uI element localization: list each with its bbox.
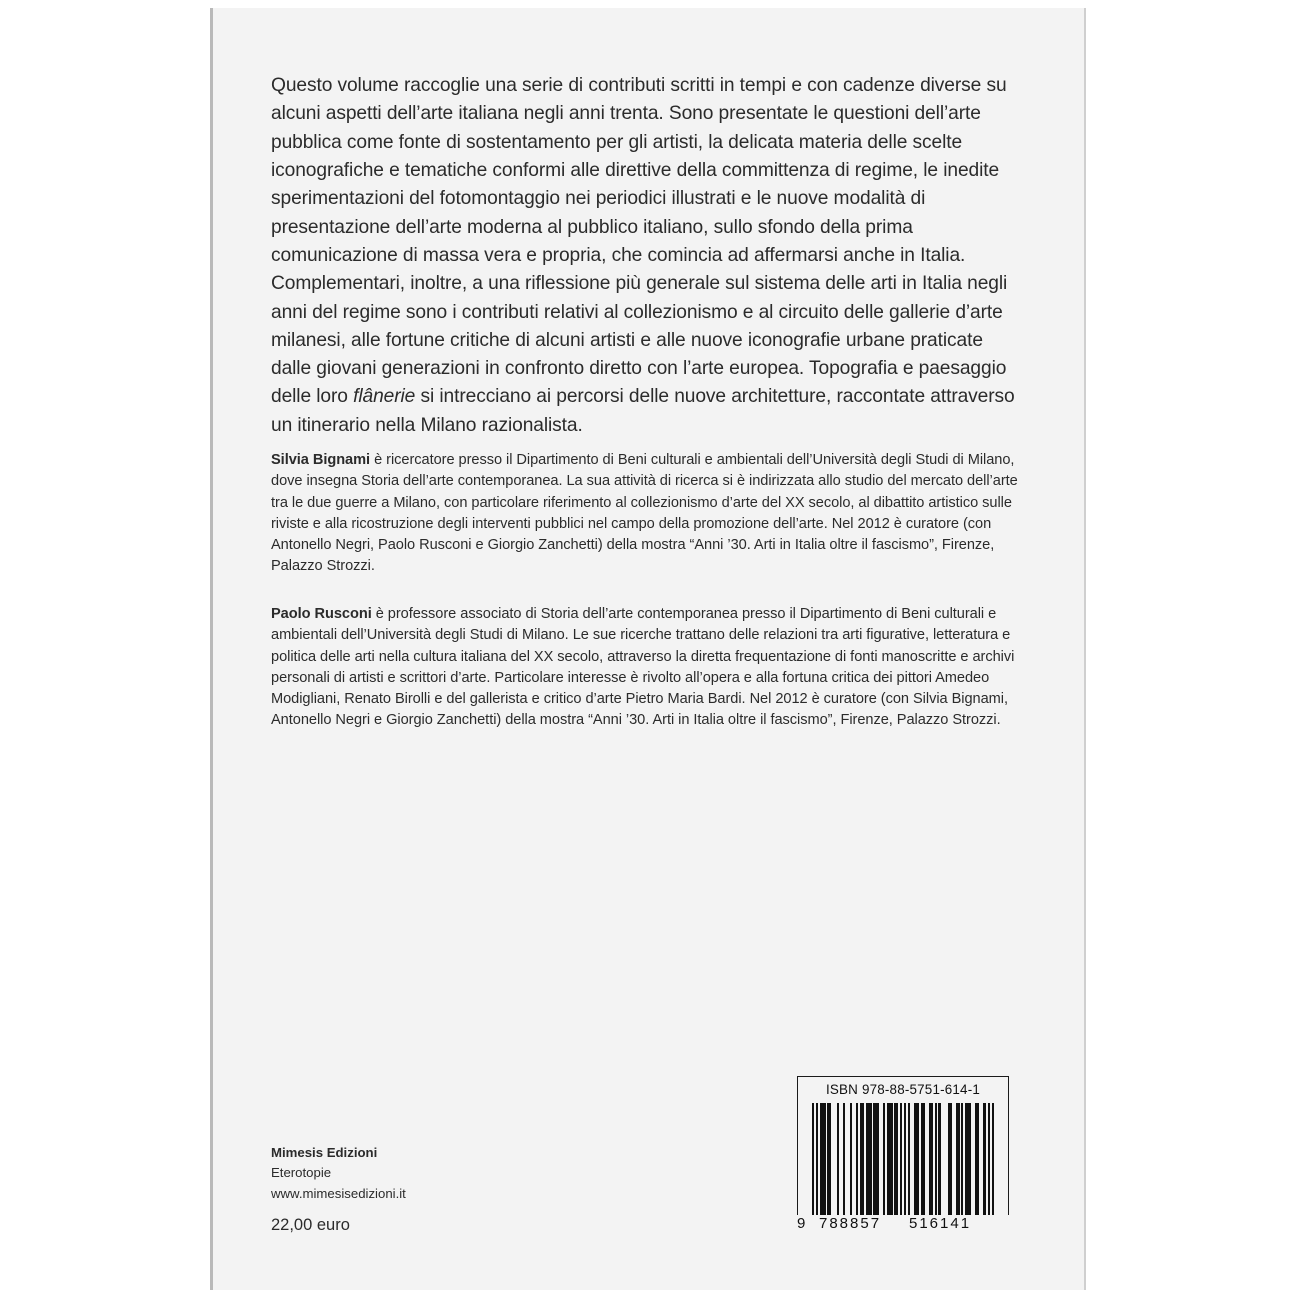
price-label: 22,00 euro (271, 1216, 350, 1234)
publisher-series: Eterotopie (271, 1165, 332, 1181)
cover-surface (213, 8, 1084, 1290)
isbn-text: ISBN 978-88-5751-614-1 (797, 1076, 1009, 1103)
barcode-digit-group-1: 788857 (819, 1215, 882, 1232)
blurb-paragraph (271, 72, 1019, 440)
publisher-website: www.mimesisedizioni.it (271, 1185, 406, 1201)
blurb-text-end: si intrecciano ai percorsi delle nuove architetture, raccontate attraverso un itinerario nella Milano razionalista. (271, 386, 1015, 436)
author-name-rusconi: Paolo Rusconi (271, 606, 372, 622)
author-bio-bignami (271, 450, 1019, 578)
publisher-name: Mimesis Edizioni (271, 1145, 378, 1160)
author-bio-rusconi (271, 604, 1019, 732)
author-bio-text-bignami: è ricercatore presso il Dipartimento di Beni culturali e ambientali dell’Università degli Studi di Milano, dove insegna Storia dell’arte contemporanea. La sua attività di ricerca si è indirizzata allo studio del mercato dell’arte tra le due guerre a Milano, con particolare riferimento al collezionismo d’arte del XX secolo, al dibattito artistico sulle riviste e alla ricostruzione degli interventi pubblici nel campo della promozione dell’arte. Nel 2012 è curatore (con Antonello Negri, Paolo Rusconi e Giorgio Zanchetti) della mostra “Anni ’30. Arti in Italia oltre il fascismo”, Firenze, Palazzo Strozzi. (271, 452, 1018, 575)
author-name-bignami: Silvia Bignami (271, 452, 371, 468)
book-back-cover (210, 8, 1086, 1290)
barcode-digit-group-2: 516141 (909, 1215, 972, 1232)
barcode-digit-lead: 9 (797, 1215, 808, 1232)
isbn-barcode-block (797, 1076, 1009, 1235)
publisher-block (271, 1143, 406, 1204)
barcode-bars (812, 1103, 1000, 1215)
barcode-digits (797, 1215, 1009, 1235)
author-bio-text-rusconi: è professore associato di Storia dell’arte contemporanea presso il Dipartimento di Beni culturali e ambientali dell’Università degli Studi di Milano. Le sue ricerche trattano delle relazioni tra arti figurative, letteratura e politica delle arti nella cultura italiana del XX secolo, attraverso la diretta frequentazione di fonti manoscritte e archivi personali di artisti e scrittori d’arte. Particolare interesse è rivolto all’opera e alla fortuna critica dei pittori Amedeo Modigliani, Renato Birolli e del gallerista e critico d’arte Pietro Maria Bardi. Nel 2012 è curatore (con Silvia Bignami, Antonello Negri e Giorgio Zanchetti) della mostra “Anni ’30. Arti in Italia oltre il fascismo”, Firenze, Palazzo Strozzi. (271, 606, 1015, 729)
barcode-icon (797, 1103, 1009, 1215)
blurb-text-start: Questo volume raccoglie una serie di contributi scritti in tempi e con cadenze diverse su alcuni aspetti dell’arte italiana negli anni trenta. Sono presentate le questioni dell’arte pubblica come fonte di sostentamento per gli artisti, la delicata materia delle scelte iconografiche e tematiche conformi alle direttive della committenza di regime, le inedite sperimentazioni del fotomontaggio nei periodici illustrati e le nuove modalità di presentazione dell’arte moderna al pubblico italiano, sullo sfondo della prima comunicazione di massa vera e propria, che comincia ad affermarsi anche in Italia. Complementari, inoltre, a una riflessione più generale sul sistema delle arti in Italia negli anni del regime sono i contributi relativi al collezionismo e al circuito delle gallerie d’arte milanesi, alle fortune critiche di alcuni artisti e alle nuove iconografie urbane praticate dalle giovani generazioni in confronto diretto con l’arte europea. Topografia e paesaggio delle loro (271, 75, 1008, 408)
blurb-italic-term: flânerie (353, 386, 416, 408)
